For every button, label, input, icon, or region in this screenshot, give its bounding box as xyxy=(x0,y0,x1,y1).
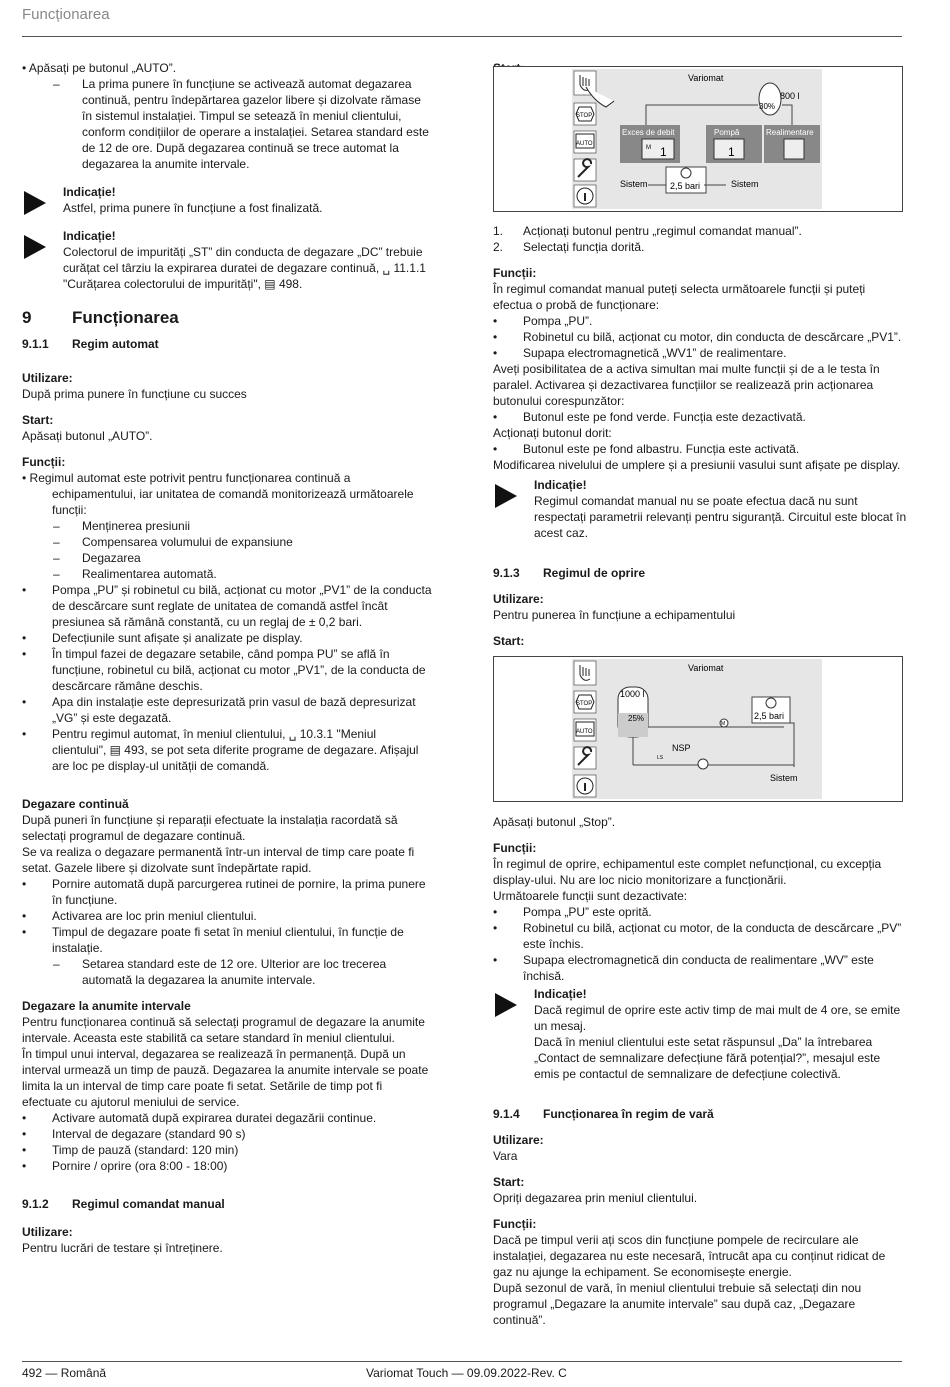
func-bullet: • Robinetul cu bilă, acționat cu motor, din conducta de descărcare „PV1”. xyxy=(493,330,902,344)
fig2-title: Variomat xyxy=(688,663,724,673)
di-bullet: • Pornire / oprire (ora 8:00 - 18:00) xyxy=(22,1159,228,1173)
func-bullet: • Supapa electromagnetică „WV1” de realimentare. xyxy=(493,346,787,360)
fig2-lsw: LS xyxy=(657,755,664,761)
dc-bullet: • Pornire automată după parcurgerea rutinei de pornire, la prima punere în funcțiune. xyxy=(22,877,426,907)
fig1-m: M xyxy=(646,145,651,151)
di-bullet: • Activare automată după expirarea duratei degazării continue. xyxy=(22,1111,377,1125)
fig2-sistem: Sistem xyxy=(770,773,798,783)
section-9-heading: 9 Funcționarea xyxy=(22,308,179,327)
fig1-bari: 2,5 bari xyxy=(670,181,701,191)
dc-title: Degazare continuă xyxy=(22,797,129,811)
note-stop: Indicație! Dacă regimul de oprire este activ timp de mai mult de 4 ore, se emite un mesaj. Dacă în meniul clientului este setat răspunsul „Da” la întrebarea „Contact de semnalizare defecțiune fără potențial?”, mesajul este emis pe contactul de semnalizare de defecțiune colectivă. xyxy=(493,986,907,1082)
func2-label: Funcții: xyxy=(493,841,537,855)
wrench-icon xyxy=(574,159,596,181)
func-label: Funcții: xyxy=(22,455,66,469)
page-header: Funcționarea xyxy=(22,6,110,23)
bullet-albastru: • Butonul este pe fond albastru. Funcția este activată. xyxy=(493,442,800,456)
di-bullet: • Timp de pauză (standard: 120 min) xyxy=(22,1143,239,1157)
footer-doc: Variomat Touch — 09.09.2022-Rev. C xyxy=(366,1366,567,1380)
util3-label: Utilizare: xyxy=(493,1133,544,1147)
play-triangle-icon xyxy=(493,477,534,541)
util-label: Utilizare: xyxy=(22,371,73,385)
fig1-one1: 1 xyxy=(660,145,667,159)
fig2-vol: 1000 l xyxy=(620,689,645,699)
util-text: Pentru punerea în funcțiune a echipamentului xyxy=(493,608,736,622)
util-label: Utilizare: xyxy=(493,592,544,606)
wrench-icon xyxy=(574,747,596,769)
p-activ: Aveți posibilitatea de a activa simultan mai multe funcții și de a le testa în paralel. Activarea și dezactivarea funcțiilor se realizează prin acționarea butonului corespunzător: xyxy=(493,362,880,408)
figure-stop-mode xyxy=(493,656,903,802)
fig1-exces: Exces de debit xyxy=(622,128,675,137)
p-modif: Modificarea nivelului de umplere și a presiunii vasului sunt afișate pe display. xyxy=(493,458,901,472)
di-bullet: • Interval de degazare (standard 90 s) xyxy=(22,1127,246,1141)
footer-left: 492 — Română xyxy=(22,1366,107,1380)
func-dash: – Compensarea volumului de expansiune xyxy=(53,535,293,549)
play-triangle-icon xyxy=(493,986,534,1082)
start3-label: Start: xyxy=(493,1175,525,1189)
info-icon xyxy=(574,185,596,207)
func-intro: În regimul comandat manual puteți selecta următoarele funcții și puteți efectua o probă de funcționare: xyxy=(493,282,866,312)
func-bullet: • Pompa „PU” și robinetul cu bilă, acționat cu motor „PV1” de la conducta de descărcare sunt reglate de unitatea de comandă astfel încât presiunea să rămână constantă, cu un reglaj de ± 0,2 bari. xyxy=(22,583,432,629)
figure-manual-mode xyxy=(493,66,903,212)
func-bullet-1: • Regimul automat este potrivit pentru funcționarea continuă a echipamentului, iar unitatea de comandă monitorizează următoarele funcții: xyxy=(22,471,414,517)
func-dash: – Menținerea presiunii xyxy=(53,519,191,533)
play-triangle-icon xyxy=(22,184,63,216)
fig2-auto: AUTO xyxy=(576,729,593,735)
dc-dash: – Setarea standard este de 12 ore. Ulterior are loc trecerea automată la degazarea la anumite intervale. xyxy=(53,957,387,987)
section-911-heading: 9.1.1 Regim automat xyxy=(22,337,159,351)
fig2-nsp: NSP xyxy=(672,743,691,753)
fig1-sistem2: Sistem xyxy=(731,179,759,189)
fig1-sistem1: Sistem xyxy=(620,179,648,189)
fig1-stop: STOP xyxy=(576,113,593,119)
footer-rule xyxy=(22,1361,902,1362)
func2-bullet: • Supapa electromagnetică din conducta de realimentare „WV” este închisă. xyxy=(493,953,874,983)
section-912-heading: 9.1.2 Regimul comandat manual xyxy=(22,1197,225,1211)
func-bullet: • Apa din instalație este depresurizată prin vasul de bază depresurizat „VG” și este degazată. xyxy=(22,695,416,725)
dc-p2: Se va realiza o degazare permanentă într-un interval de timp care poate fi setat. Gazele libere și dizolvate sunt îndepărtate rapid. xyxy=(22,845,415,875)
dc-p1: După puneri în funcțiune și reparații efectuate la instalația racordată să selectați programul de degazare continuă. xyxy=(22,813,398,843)
fig1-pompa: Pompă xyxy=(714,128,740,137)
fig2-pct: 25% xyxy=(628,714,645,723)
func3-p2: După sezonul de vară, în meniul clientului trebuie să selectați din nou programul „Degazare la anumite intervale” sau după caz, „Degazare continuă”. xyxy=(493,1281,862,1327)
section-914-heading: 9.1.4 Funcționarea în regim de vară xyxy=(493,1107,714,1121)
util2-text: Pentru lucrări de testare și întreținere. xyxy=(22,1241,223,1255)
fig2-m: M xyxy=(721,721,726,727)
func2-p2: Următoarele funcții sunt dezactivate: xyxy=(493,889,688,903)
util-text: După prima punere în funcțiune cu succes xyxy=(22,387,247,401)
start3-text: Opriți degazarea prin meniul clientului. xyxy=(493,1191,698,1205)
func3-p1: Dacă pe timpul verii ați scos din funcțiune pompele de recirculare ale instalației, degazarea nu este necesară, întrucât apa cu conținut ridicat de gaz nu ajunge la echipament. Se economisește energie. xyxy=(493,1233,886,1279)
step: 1. Acționați butonul pentru „regimul comandat manual”. xyxy=(493,224,802,238)
start-label: Start: xyxy=(22,413,54,427)
apasati-stop: Apăsați butonul „Stop”. xyxy=(493,815,616,829)
step: 2. Selectați funcția dorită. xyxy=(493,240,645,254)
intro-bullet: • Apăsați pe butonul „AUTO”. xyxy=(22,61,177,75)
func-dash: – Realimentarea automată. xyxy=(53,567,217,581)
fig2-bari: 2,5 bari xyxy=(754,711,785,721)
func-bullet: • Pentru regimul automat, în meniul clientului, ␣ 10.3.1 "Meniul clientului", ▤ 493, se pot seta diferite programe de degazare. Afișajul are loc pe display-ul unității de comandă. xyxy=(22,727,419,773)
func-bullet: • În timpul fazei de degazare setabile, când pompa PU” se află în funcțiune, robinetul cu bilă, acționat cu motor „PV1”, de la conducta de descărcare rămâne deschis. xyxy=(22,647,426,693)
fig1-vol: 800 l xyxy=(780,91,800,101)
fig1-pct: 30% xyxy=(759,102,776,111)
util3-text: Vara xyxy=(493,1149,518,1163)
fig1-auto: AUTO xyxy=(576,141,593,147)
func2-bullet: • Pompa „PU” este oprită. xyxy=(493,905,652,919)
p-dorit: Acționați butonul dorit: xyxy=(493,426,612,440)
dc-bullet: • Timpul de degazare poate fi setat în meniul clientului, în funcție de instalație. xyxy=(22,925,404,955)
left-column xyxy=(22,60,432,1256)
bullet-verde: • Butonul este pe fond verde. Funcția este dezactivată. xyxy=(493,410,806,424)
func3-label: Funcții: xyxy=(493,1217,537,1231)
func-label: Funcții: xyxy=(493,266,537,280)
intro-dash: – La prima punere în funcțiune se activează automat degazarea continuă, pentru îndepărtarea gazelor libere și dizolvate rămase în sistemul instalației. Timpul se setează în meniul clientului, conform condițiilor de operare a instalației. Setarea standard este de 12 de ore. După degazarea continuă se trece automat la degazarea la anumite intervale. xyxy=(53,77,429,171)
right-column-b xyxy=(493,814,907,1328)
note-1: Indicație! Astfel, prima punere în funcțiune a fost finalizată. xyxy=(22,184,432,216)
start2-label: Start: xyxy=(493,634,525,648)
fig1-one2: 1 xyxy=(728,145,735,159)
fig1-realim: Realimentare xyxy=(766,128,814,137)
fig2-stop: STOP xyxy=(576,701,593,707)
util2-label: Utilizare: xyxy=(22,1225,73,1239)
note-2: Indicație! Colectorul de impurități „ST” din conducta de degazare „DC” trebuie curățat cel târziu la expirarea duratei de degazare continuă, ␣ 11.1.1 "Curățarea colectorului de impurități", ▤ 498. xyxy=(22,228,432,292)
dc-bullet: • Activarea are loc prin meniul clientului. xyxy=(22,909,257,923)
di-p2: În timpul unui interval, degazarea se realizează în permanență. După un interval urmează un timp de pauză. Degazarea la anumite intervale se poate limita la un interval de timp care poate fi setat. Setările de timp pot fi efectuate cu ajutorul meniului de service. xyxy=(22,1047,429,1109)
note-manual: Indicație! Regimul comandat manual nu se poate efectua dacă nu sunt respectați parametrii relevanți pentru siguranță. Circuitul este blocat în acest caz. xyxy=(493,477,907,541)
fig1-title: Variomat xyxy=(688,73,724,83)
func-bullet: • Pompa „PU”. xyxy=(493,314,593,328)
start-text: Apăsați butonul „AUTO”. xyxy=(22,429,153,443)
section-913-heading: 9.1.3 Regimul de oprire xyxy=(493,566,646,580)
right-column-a xyxy=(493,223,907,649)
hand-pointer-icon xyxy=(574,661,596,685)
func2-bullet: • Robinetul cu bilă, acționat cu motor, de la conducta de descărcare „PV” este închis. xyxy=(493,921,902,951)
func-dash: – Degazarea xyxy=(53,551,141,565)
header-rule xyxy=(22,36,902,37)
func2-p1: În regimul de oprire, echipamentul este complet nefuncțional, cu excepția display-ului. Nu are loc nicio monitorizare a funcționării. xyxy=(493,857,882,887)
di-p1: Pentru funcționarea continuă să selectați programul de degazare la anumite intervale. Aceasta este stabilită ca setare standard în meniul clientului. xyxy=(22,1015,425,1045)
di-title: Degazare la anumite intervale xyxy=(22,999,191,1013)
play-triangle-icon xyxy=(22,228,63,292)
func-bullet: • Defecțiunile sunt afișate și analizate pe display. xyxy=(22,631,303,645)
info-icon xyxy=(574,775,596,797)
